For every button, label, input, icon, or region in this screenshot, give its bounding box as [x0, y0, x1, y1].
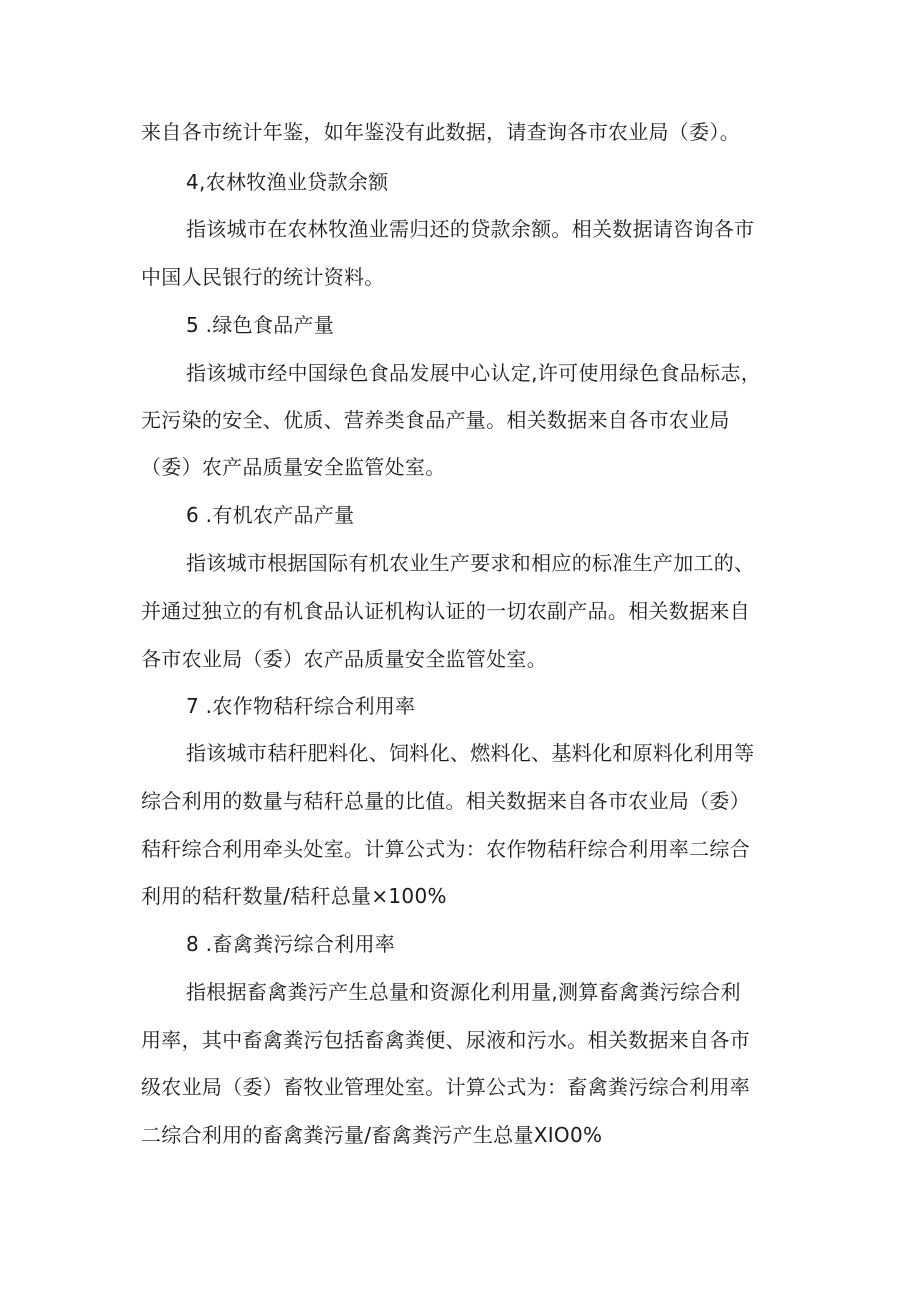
section-heading-8: 8 .畜禽粪污综合利用率 [186, 932, 396, 956]
section-heading-6: 6 .有机农产品产量 [186, 503, 355, 527]
paragraph-line: 秸秆综合利用牵头处室。计算公式为：农作物秸秆综合利用率二综合 [141, 837, 750, 861]
paragraph-line: 各市农业局（委）农产品质量安全监管处室。 [141, 647, 547, 671]
text-line-1: 来自各市统计年鉴，如年鉴没有此数据，请查询各市农业局（委）。 [141, 120, 740, 144]
paragraph-line: 指根据畜禽粪污产生总量和资源化利用量,测算畜禽粪污综合利 [186, 980, 741, 1004]
paragraph-line: 综合利用的数量与秸秆总量的比值。相关数据来自各市农业局（委） [141, 789, 750, 813]
paragraph-line: 指该城市经中国绿色食品发展中心认定,许可使用绿色食品标志， [186, 361, 762, 385]
paragraph-line: 中国人民银行的统计资料。 [141, 265, 385, 289]
paragraph-line: 二综合利用的畜禽粪污量/畜禽粪污产生总量XIO0% [141, 1123, 603, 1147]
section-heading-5: 5 .绿色食品产量 [186, 313, 335, 337]
paragraph-line: 并通过独立的有机食品认证机构认证的一切农副产品。相关数据来自 [141, 599, 750, 623]
paragraph-line: 用率，其中畜禽粪污包括畜禽粪便、尿液和污水。相关数据来自各市 [141, 1028, 750, 1052]
paragraph-line: 指该城市秸秆肥料化、饲料化、燃料化、基料化和原料化利用等 [186, 741, 755, 765]
paragraph-line: 利用的秸秆数量/秸秆总量×100% [141, 884, 447, 908]
paragraph-line: 级农业局（委）畜牧业管理处室。计算公式为：畜禽粪污综合利用率 [141, 1075, 750, 1099]
section-heading-4: 4,农林牧渔业贷款余额 [186, 170, 389, 194]
paragraph-line: （委）农产品质量安全监管处室。 [141, 455, 446, 479]
paragraph-line: 无污染的安全、优质、营养类食品产量。相关数据来自各市农业局 [141, 408, 730, 432]
section-heading-7: 7 .农作物秸秆综合利用率 [186, 694, 416, 718]
paragraph-line: 指该城市根据国际有机农业生产要求和相应的标准生产加工的、 [186, 551, 755, 575]
paragraph-line: 指该城市在农林牧渔业需归还的贷款余额。相关数据请咨询各市 [186, 217, 755, 241]
